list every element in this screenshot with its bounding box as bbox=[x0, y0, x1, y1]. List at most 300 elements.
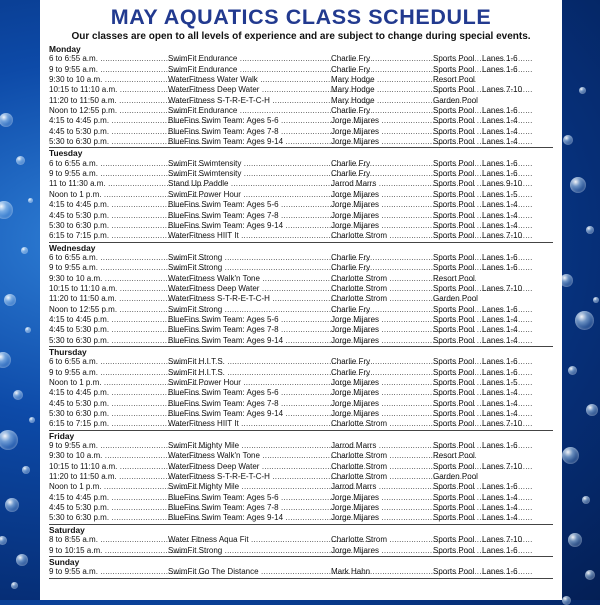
pool-location: Sports Pool bbox=[433, 263, 475, 273]
class-time: 4:15 to 4:45 p.m. bbox=[49, 492, 110, 502]
lane-range-cell bbox=[482, 263, 554, 273]
pool-location: Resort Pool bbox=[433, 75, 475, 85]
class-time: 9:30 to 10 a.m. bbox=[49, 75, 103, 85]
pool-location: Resort Pool bbox=[433, 451, 475, 461]
lane-range: Lanes 1-4 bbox=[482, 335, 518, 345]
bubble bbox=[25, 327, 31, 333]
pool-location: Sports Pool bbox=[433, 503, 475, 513]
pool-location: Sports Pool bbox=[433, 304, 475, 314]
instructor-name: Charlotte Strom bbox=[331, 231, 388, 241]
class-time: 5:30 to 6:30 p.m. bbox=[49, 409, 110, 419]
lane-range: Lanes 1-4 bbox=[482, 200, 518, 210]
lane-range-cell bbox=[482, 159, 554, 169]
lane-range: Lanes 7-10 bbox=[482, 231, 523, 241]
instructor-name: Charlie Fry bbox=[331, 357, 371, 367]
lane-range: Lanes 7-10 bbox=[482, 85, 523, 95]
pool-location: Sports Pool bbox=[433, 482, 475, 492]
schedule-row bbox=[49, 137, 553, 148]
bubble bbox=[570, 177, 586, 193]
lane-range-cell bbox=[482, 200, 554, 210]
schedule-row bbox=[49, 127, 553, 137]
lane-range-cell bbox=[482, 482, 554, 492]
class-name: BlueFins Swim Team: Ages 7-8 bbox=[168, 398, 279, 408]
pool-location: Sports Pool bbox=[433, 200, 475, 210]
lane-range: Lanes 1-4 bbox=[482, 220, 518, 230]
lane-range-cell bbox=[482, 221, 554, 231]
pool-location-cell bbox=[433, 472, 533, 482]
schedule-row bbox=[49, 513, 553, 524]
class-name: SwimFit Endurance bbox=[168, 54, 238, 64]
pool-location: Sports Pool bbox=[433, 398, 475, 408]
schedule-row bbox=[49, 96, 553, 106]
day-heading: Tuesday bbox=[49, 148, 83, 159]
class-name: WaterFitness HIIT It bbox=[168, 231, 239, 241]
pool-location: Sports Pool bbox=[433, 441, 475, 451]
schedule-row bbox=[49, 441, 553, 451]
page-subtitle: Our classes are open to all levels of experience and are subject to change during special events. bbox=[71, 31, 531, 42]
class-name: BlueFins Swim Team: Ages 9-14 bbox=[168, 137, 284, 147]
class-time: 4:15 to 4:45 p.m. bbox=[49, 314, 110, 324]
pool-location: Sports Pool bbox=[433, 535, 475, 545]
class-name: WaterFitness Deep Water bbox=[168, 461, 260, 471]
class-name: WaterFitness Walk'n Tone bbox=[168, 273, 260, 283]
class-time: 10:15 to 11:10 a.m. bbox=[49, 283, 118, 293]
bubble bbox=[586, 404, 598, 416]
instructor-name: Charlie Fry bbox=[331, 304, 371, 314]
bubble bbox=[21, 247, 28, 254]
lane-range: Lanes 7-10 bbox=[482, 461, 523, 471]
bubble bbox=[585, 570, 595, 580]
schedule-row bbox=[49, 378, 553, 388]
schedule-row bbox=[49, 357, 553, 367]
bubble bbox=[568, 533, 582, 547]
bubble bbox=[563, 135, 573, 145]
class-time: 6:15 to 7:15 p.m. bbox=[49, 419, 110, 429]
class-name: SwimFit Endurance bbox=[168, 64, 238, 74]
lane-range: Lanes 1-4 bbox=[482, 325, 518, 335]
pool-location: Sports Pool bbox=[433, 388, 475, 398]
lane-range-cell bbox=[482, 441, 554, 451]
class-time: 4:15 to 4:45 p.m. bbox=[49, 388, 110, 398]
schedule-row bbox=[49, 274, 553, 284]
class-time: 9:30 to 10 a.m. bbox=[49, 451, 103, 461]
class-time: 11:20 to 11:50 a.m. bbox=[49, 294, 117, 304]
lane-range: Lanes 1-4 bbox=[482, 398, 518, 408]
class-time: 5:30 to 6:30 p.m. bbox=[49, 335, 110, 345]
instructor-name: Charlotte Strom bbox=[331, 294, 388, 304]
class-name: WaterFitness HIIT It bbox=[168, 419, 239, 429]
lane-range: Lanes 1-4 bbox=[482, 492, 518, 502]
class-name: BlueFins Swim Team: Ages 5-6 bbox=[168, 314, 279, 324]
class-name: BlueFins Swim Team: Ages 5-6 bbox=[168, 200, 279, 210]
lane-range: Lanes 1-4 bbox=[482, 409, 518, 419]
schedule-list bbox=[49, 44, 553, 579]
class-time: 10:15 to 11:10 a.m. bbox=[49, 85, 118, 95]
pool-location: Sports Pool bbox=[433, 210, 475, 220]
page-title: MAY AQUATICS CLASS SCHEDULE bbox=[110, 5, 492, 29]
pool-location: Sports Pool bbox=[433, 545, 475, 555]
class-time: Noon to 12:55 p.m. bbox=[49, 106, 118, 116]
class-name: WaterFitness Water Walk bbox=[168, 75, 258, 85]
bubble bbox=[0, 352, 11, 368]
class-name: SwimFit Go The Distance bbox=[168, 567, 259, 577]
schedule-row bbox=[49, 75, 553, 85]
class-time: 6 to 6:55 a.m. bbox=[49, 357, 98, 367]
schedule-row bbox=[49, 388, 553, 398]
schedule-row bbox=[49, 535, 553, 545]
lane-range: Lanes 1-6 bbox=[482, 441, 518, 451]
lane-range-cell bbox=[482, 535, 554, 545]
instructor-name: Charlie Fry bbox=[331, 64, 371, 74]
lane-range-cell bbox=[482, 325, 554, 335]
pool-location: Sports Pool bbox=[433, 179, 475, 189]
lane-range: Lanes 1-6 bbox=[482, 545, 518, 555]
schedule-row bbox=[49, 368, 553, 378]
pool-location: Sports Pool bbox=[433, 220, 475, 230]
day-heading: Friday bbox=[49, 430, 75, 441]
instructor-name: Jorge Mijares bbox=[331, 398, 380, 408]
instructor-name: Charlotte Strom bbox=[331, 283, 388, 293]
class-name: SwimFit H.I.T.S. bbox=[168, 367, 225, 377]
instructor-name: Jorge Mijares bbox=[331, 513, 380, 523]
class-time: 8 to 8:55 a.m. bbox=[49, 535, 98, 545]
bubble bbox=[0, 430, 18, 450]
pool-location-cell bbox=[433, 96, 533, 106]
lane-range: Lanes 1-4 bbox=[482, 137, 518, 147]
schedule-row bbox=[49, 263, 553, 273]
class-time: 9 to 9:55 a.m. bbox=[49, 567, 98, 577]
instructor-name: Jorge Mijares bbox=[331, 220, 380, 230]
pool-location: Sports Pool bbox=[433, 492, 475, 502]
lane-range-cell bbox=[482, 419, 554, 429]
lane-range-cell bbox=[482, 305, 554, 315]
instructor-name: Charlie Fry bbox=[331, 169, 371, 179]
class-time: 9 to 9:55 a.m. bbox=[49, 263, 98, 273]
lane-range: Lanes 1-4 bbox=[482, 314, 518, 324]
schedule-row bbox=[49, 85, 553, 95]
pool-location: Sports Pool bbox=[433, 513, 475, 523]
instructor-name: Charlie Fry bbox=[331, 367, 371, 377]
bubble bbox=[16, 554, 28, 566]
class-name: BlueFins Swim Team: Ages 5-6 bbox=[168, 388, 279, 398]
schedule-row bbox=[49, 253, 553, 263]
class-name: BlueFins Swim Team: Ages 9-14 bbox=[168, 513, 284, 523]
lane-range-cell bbox=[482, 409, 554, 419]
schedule-panel bbox=[40, 0, 562, 600]
lane-range: Lanes 7-10 bbox=[482, 283, 523, 293]
lane-range: Lanes 1-5 bbox=[482, 189, 518, 199]
lane-range-cell bbox=[482, 388, 554, 398]
class-time: 4:45 to 5:30 p.m. bbox=[49, 503, 110, 513]
schedule-row bbox=[49, 221, 553, 231]
lane-range-cell bbox=[482, 284, 554, 294]
pool-location: Sports Pool bbox=[433, 106, 475, 116]
class-name: SwimFit Power Hour bbox=[168, 189, 241, 199]
pool-location: Sports Pool bbox=[433, 54, 475, 64]
class-time: Noon to 1 p.m. bbox=[49, 378, 102, 387]
instructor-name: Charlotte Strom bbox=[331, 535, 388, 545]
pool-location: Garden Pool bbox=[433, 95, 478, 105]
class-time: 4:15 to 4:45 p.m. bbox=[49, 200, 110, 210]
schedule-row bbox=[49, 179, 553, 189]
schedule-row bbox=[49, 200, 553, 210]
bubble bbox=[579, 87, 586, 94]
instructor-name: Charlie Fry bbox=[331, 252, 371, 262]
bubble bbox=[29, 417, 35, 423]
class-time: 4:45 to 5:30 p.m. bbox=[49, 398, 110, 408]
bubble bbox=[562, 596, 571, 605]
class-name: SwimFit Strong bbox=[168, 252, 223, 262]
instructor-name: Charlotte Strom bbox=[331, 419, 388, 429]
lane-range: Lanes 1-6 bbox=[482, 367, 518, 377]
lane-range: Lanes 1-4 bbox=[482, 503, 518, 513]
class-name: WaterFitness S-T-R-E-T-C-H bbox=[168, 472, 270, 482]
lane-range-cell bbox=[482, 462, 554, 472]
instructor-name: Jorge Mijares bbox=[331, 492, 380, 502]
bubble bbox=[568, 366, 577, 375]
instructor-name: Mary Hodge bbox=[331, 85, 375, 95]
instructor-name: Charlie Fry bbox=[331, 54, 371, 64]
lane-range-cell bbox=[482, 54, 554, 64]
class-name: SwimFit Mighty Mile bbox=[168, 441, 240, 451]
pool-location: Sports Pool bbox=[433, 189, 475, 199]
day-heading: Sunday bbox=[49, 556, 80, 567]
class-time: Noon to 12:55 p.m. bbox=[49, 304, 118, 314]
class-name: WaterFitness S-T-R-E-T-C-H bbox=[168, 95, 270, 105]
schedule-row bbox=[49, 65, 553, 75]
instructor-name: Jorge Mijares bbox=[331, 137, 380, 147]
pool-location-cell bbox=[433, 294, 533, 304]
class-time: 6:15 to 7:15 p.m. bbox=[49, 231, 110, 241]
pool-location: Sports Pool bbox=[433, 137, 475, 147]
schedule-row bbox=[49, 419, 553, 430]
instructor-name: Charlotte Strom bbox=[331, 451, 388, 461]
class-time: 9:30 to 10 a.m. bbox=[49, 273, 103, 283]
lane-range-cell bbox=[482, 65, 554, 75]
lane-range-cell bbox=[482, 399, 554, 409]
schedule-row bbox=[49, 284, 553, 294]
schedule-row bbox=[49, 503, 553, 513]
class-time: 6 to 6:55 a.m. bbox=[49, 252, 98, 262]
pool-location: Sports Pool bbox=[433, 116, 475, 126]
class-name: SwimFit Strong bbox=[168, 263, 223, 273]
pool-location: Sports Pool bbox=[433, 314, 475, 324]
class-name: SwimFit Strong bbox=[168, 545, 223, 555]
pool-location: Sports Pool bbox=[433, 367, 475, 377]
instructor-name: Jorge Mijares bbox=[331, 388, 380, 398]
class-time: 11:20 to 11:50 a.m. bbox=[49, 472, 117, 482]
schedule-row bbox=[49, 231, 553, 242]
lane-range: Lanes 1-6 bbox=[482, 482, 518, 492]
pool-location: Resort Pool bbox=[433, 273, 475, 283]
bubble bbox=[575, 311, 594, 330]
class-time: 5:30 to 6:30 p.m. bbox=[49, 220, 110, 230]
lane-range-cell bbox=[482, 567, 554, 577]
lane-range: Lanes 1-6 bbox=[482, 64, 518, 74]
instructor-name: Jorge Mijares bbox=[331, 545, 380, 555]
pool-location-cell bbox=[433, 274, 533, 284]
schedule-row bbox=[49, 294, 553, 304]
pool-location: Sports Pool bbox=[433, 252, 475, 262]
lane-range: Lanes 1-6 bbox=[482, 567, 518, 577]
class-name: Water Fitness Aqua Fit bbox=[168, 535, 249, 545]
instructor-name: Mary Hodge bbox=[331, 95, 375, 105]
schedule-row bbox=[49, 451, 553, 461]
instructor-name: Jorge Mijares bbox=[331, 325, 380, 335]
lane-range-cell bbox=[482, 493, 554, 503]
schedule-row bbox=[49, 336, 553, 347]
class-time: 4:15 to 4:45 p.m. bbox=[49, 116, 110, 126]
instructor-name: Jorge Mijares bbox=[331, 314, 380, 324]
pool-location: Sports Pool bbox=[433, 64, 475, 74]
lane-range: Lanes 1-4 bbox=[482, 388, 518, 398]
class-name: SwimFit Swimtensity bbox=[168, 158, 242, 168]
schedule-row bbox=[49, 54, 553, 64]
bubble bbox=[22, 466, 30, 474]
instructor-name: Jorge Mijares bbox=[331, 126, 380, 136]
lane-range: Lanes 1-6 bbox=[482, 169, 518, 179]
instructor-name: Jorge Mijares bbox=[331, 503, 380, 513]
schedule-row bbox=[49, 567, 553, 578]
lane-range: Lanes 1-4 bbox=[482, 116, 518, 126]
lane-range: Lanes 1-6 bbox=[482, 304, 518, 314]
schedule-row bbox=[49, 190, 553, 200]
class-time: 4:45 to 5:30 p.m. bbox=[49, 325, 110, 335]
bubble bbox=[586, 226, 594, 234]
lane-range-cell bbox=[482, 116, 554, 126]
instructor-name: Charlie Fry bbox=[331, 106, 371, 116]
pool-location: Sports Pool bbox=[433, 283, 475, 293]
bubble bbox=[562, 447, 579, 464]
schedule-row bbox=[49, 462, 553, 472]
schedule-row bbox=[49, 409, 553, 419]
lane-range-cell bbox=[482, 127, 554, 137]
class-time: 5:30 to 6:30 p.m. bbox=[49, 513, 110, 523]
lane-range: Lanes 1-4 bbox=[482, 210, 518, 220]
schedule-row bbox=[49, 305, 553, 315]
lane-range: Lanes 9-10 bbox=[482, 179, 523, 189]
class-time: 4:45 to 5:30 p.m. bbox=[49, 210, 110, 220]
lane-range-cell bbox=[482, 503, 554, 513]
class-time: Noon to 1 p.m. bbox=[49, 189, 102, 199]
lane-range: Lanes 1-6 bbox=[482, 158, 518, 168]
pool-location: Sports Pool bbox=[433, 357, 475, 367]
day-heading: Saturday bbox=[49, 524, 85, 535]
instructor-name: Mary Hodge bbox=[331, 75, 375, 85]
schedule-row bbox=[49, 399, 553, 409]
class-name: WaterFitness S-T-R-E-T-C-H bbox=[168, 294, 270, 304]
pool-location: Sports Pool bbox=[433, 231, 475, 241]
bubble bbox=[4, 294, 16, 306]
instructor-name: Jarrod Marrs bbox=[331, 441, 377, 451]
day-heading: Thursday bbox=[49, 346, 87, 357]
bubble bbox=[13, 390, 23, 400]
lane-range: Lanes 1-4 bbox=[482, 126, 518, 136]
class-time: 6 to 6:55 a.m. bbox=[49, 54, 98, 64]
class-name: BlueFins Swim Team: Ages 9-14 bbox=[168, 335, 284, 345]
instructor-name: Jorge Mijares bbox=[331, 335, 380, 345]
pool-location: Sports Pool bbox=[433, 158, 475, 168]
lane-range-cell bbox=[482, 315, 554, 325]
lane-range-cell bbox=[482, 336, 554, 346]
instructor-name: Charlotte Strom bbox=[331, 472, 388, 482]
class-name: WaterFitness Deep Water bbox=[168, 283, 260, 293]
instructor-name: Jorge Mijares bbox=[331, 210, 380, 220]
class-name: Stand Up Paddle bbox=[168, 179, 229, 189]
lane-range: Lanes 1-6 bbox=[482, 54, 518, 64]
class-name: BlueFins Swim Team: Ages 5-6 bbox=[168, 492, 279, 502]
instructor-name: Charlie Fry bbox=[331, 263, 371, 273]
class-time: 9 to 9:55 a.m. bbox=[49, 169, 98, 179]
pool-location: Sports Pool bbox=[433, 335, 475, 345]
class-name: SwimFit H.I.T.S. bbox=[168, 357, 225, 367]
lane-range-cell bbox=[482, 253, 554, 263]
schedule-row bbox=[49, 116, 553, 126]
class-time: 9 to 9:55 a.m. bbox=[49, 64, 98, 74]
class-name: BlueFins Swim Team: Ages 7-8 bbox=[168, 503, 279, 513]
class-name: WaterFitness Walk'n Tone bbox=[168, 451, 260, 461]
pool-location: Garden Pool bbox=[433, 472, 478, 482]
lane-range-cell bbox=[482, 378, 554, 388]
bubble bbox=[0, 201, 13, 219]
lane-range: Lanes 1-6 bbox=[482, 357, 518, 367]
pool-location: Sports Pool bbox=[433, 325, 475, 335]
schedule-row bbox=[49, 211, 553, 221]
instructor-name: Charlotte Strom bbox=[331, 461, 388, 471]
pool-location: Sports Pool bbox=[433, 85, 475, 95]
class-name: SwimFit Mighty Mile bbox=[168, 482, 240, 492]
lane-range-cell bbox=[482, 211, 554, 221]
instructor-name: Charlotte Strom bbox=[331, 273, 388, 283]
class-name: SwimFit Strong bbox=[168, 304, 223, 314]
class-name: SwimFit Endurance bbox=[168, 106, 238, 116]
instructor-name: Charlie Fry bbox=[331, 158, 371, 168]
bubble bbox=[28, 198, 33, 203]
schedule-row bbox=[49, 482, 553, 492]
lane-range-cell bbox=[482, 190, 554, 200]
pool-location: Sports Pool bbox=[433, 567, 475, 577]
lane-range-cell bbox=[482, 231, 554, 241]
lane-range-cell bbox=[482, 357, 554, 367]
pool-location: Sports Pool bbox=[433, 409, 475, 419]
class-name: SwimFit Power Hour bbox=[168, 378, 241, 387]
instructor-name: Jorge Mijares bbox=[331, 189, 380, 199]
lane-range: Lanes 1-4 bbox=[482, 513, 518, 523]
pool-location-cell bbox=[433, 451, 533, 461]
class-time: 11:20 to 11:50 a.m. bbox=[49, 95, 117, 105]
lane-range-cell bbox=[482, 106, 554, 116]
schedule-row bbox=[49, 169, 553, 179]
lane-range: Lanes 7-10 bbox=[482, 419, 523, 429]
class-name: BlueFins Swim Team: Ages 7-8 bbox=[168, 210, 279, 220]
schedule-row bbox=[49, 106, 553, 116]
pool-location: Garden Pool bbox=[433, 294, 478, 304]
lane-range: Lanes 1-6 bbox=[482, 263, 518, 273]
schedule-row bbox=[49, 325, 553, 335]
lane-range-cell bbox=[482, 546, 554, 556]
schedule-row bbox=[49, 315, 553, 325]
class-name: BlueFins Swim Team: Ages 9-14 bbox=[168, 220, 284, 230]
instructor-name: Mark Hahn bbox=[331, 567, 371, 577]
class-name: BlueFins Swim Team: Ages 5-6 bbox=[168, 116, 279, 126]
class-name: SwimFit Swimtensity bbox=[168, 169, 242, 179]
instructor-name: Jarrod Marrs bbox=[331, 482, 377, 492]
class-time: Noon to 1 p.m. bbox=[49, 482, 102, 492]
class-name: BlueFins Swim Team: Ages 9-14 bbox=[168, 409, 284, 419]
bubble bbox=[16, 156, 25, 165]
class-name: BlueFins Swim Team: Ages 7-8 bbox=[168, 126, 279, 136]
class-time: 11 to 11:30 a.m. bbox=[49, 179, 106, 189]
